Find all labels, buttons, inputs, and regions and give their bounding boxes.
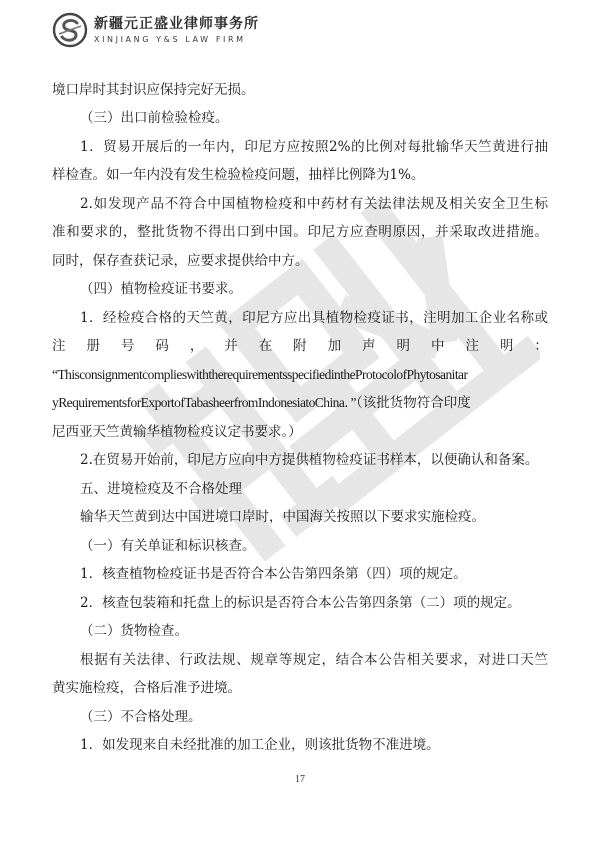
paragraph-line: 1．经检疫合格的天竺黄，印尼方应出具植物检疫证书，注明加工企业名称或 xyxy=(80,310,548,326)
spaced-char: 册 xyxy=(86,338,100,354)
spaced-char: 注 xyxy=(465,338,479,354)
english-text: yRequirementsforExportofTabasheerfromIndonesiatoChina．” xyxy=(52,395,356,410)
spaced-char: 明 xyxy=(499,338,514,354)
paragraph-line: 2.在贸易开始前，印尼方应向中方提供植物检疫证书样本，以便确认和备案。 xyxy=(80,452,539,468)
section-heading: （三）不合格处理。 xyxy=(80,709,202,725)
spaced-char: 附 xyxy=(293,338,307,354)
spaced-char: 在 xyxy=(258,338,273,354)
paragraph-line: 境口岸时其封识应保持完好无损。 xyxy=(52,82,255,98)
spaced-char: 码 xyxy=(155,338,169,354)
paragraph-line: 输华天竺黄到达中国进境口岸时，中国海关按照以下要求实施检疫。 xyxy=(80,509,485,525)
spaced-char: 注 xyxy=(52,338,66,354)
spaced-paragraph-line xyxy=(52,336,548,356)
spaced-char: 明 xyxy=(396,338,411,354)
section-heading: （一）有关单证和标识核查。 xyxy=(80,538,256,554)
spaced-char: ， xyxy=(189,338,204,354)
paragraph-line: 根据有关法律、行政法规、规章等规定，结合本公告相关要求，对进口天竺 xyxy=(80,652,548,668)
paragraph-line xyxy=(52,393,548,413)
paragraph-line: 尼西亚天竺黄输华植物检疫议定书要求。） xyxy=(52,424,302,440)
paragraph-line: 2．核查包装箱和托盘上的标识是否符合本公告第四条第（二）项的规定。 xyxy=(80,595,521,611)
chapter-heading: 五、进境检疫及不合格处理 xyxy=(80,481,242,497)
section-heading: （三）出口前检验检疫。 xyxy=(80,110,229,126)
section-heading: （四）植物检疫证书要求。 xyxy=(80,281,242,297)
spaced-char: 号 xyxy=(120,338,135,354)
spaced-char: 中 xyxy=(430,338,445,354)
paragraph-line: 黄实施检疫，合格后准予进境。 xyxy=(52,680,241,696)
firm-name-en: XINJIANG Y&S LAW FIRM xyxy=(94,34,246,44)
spaced-char: 并 xyxy=(224,338,238,354)
section-heading: （二）货物检查。 xyxy=(80,623,188,639)
paragraph-line: 样检查。如一年内没有发生检验检疫问题，抽样比例降为1%。 xyxy=(52,167,425,183)
paragraph-line: 2.如发现产品不符合中国植物检疫和中药材有关法律法规及相关安全卫生标 xyxy=(80,196,548,212)
spaced-char: 声 xyxy=(362,338,376,354)
paragraph-line: 1．如发现来自未经批准的加工企业，则该批货物不准进境。 xyxy=(80,737,440,753)
spaced-char: 加 xyxy=(327,338,342,354)
firm-name-cn: 新疆元正盛业律师事务所 xyxy=(94,15,259,32)
paragraph-line: 准和要求的，整批货物不得出口到中国。印尼方应查明原因，并采取改进措施。 xyxy=(52,224,548,240)
page-number: 17 xyxy=(295,774,305,785)
paragraph-line: 1．贸易开展后的一年内，印尼方应按照2%的比例对每批输华天竺黄进行抽 xyxy=(80,139,548,155)
paragraph-line-english: “ThisconsignmentcomplieswiththerequirementsspecifiedintheProtocolofPhytosanitar xyxy=(52,367,468,382)
spaced-char: ： xyxy=(534,338,548,354)
paragraph-line: 1．核查植物检疫证书是否符合本公告第四条第（四）项的规定。 xyxy=(80,566,467,582)
chinese-text: （该批货物符合印度 xyxy=(355,395,471,411)
paragraph-line: 同时，保存查获记录，应要求提供给中方。 xyxy=(52,253,309,269)
